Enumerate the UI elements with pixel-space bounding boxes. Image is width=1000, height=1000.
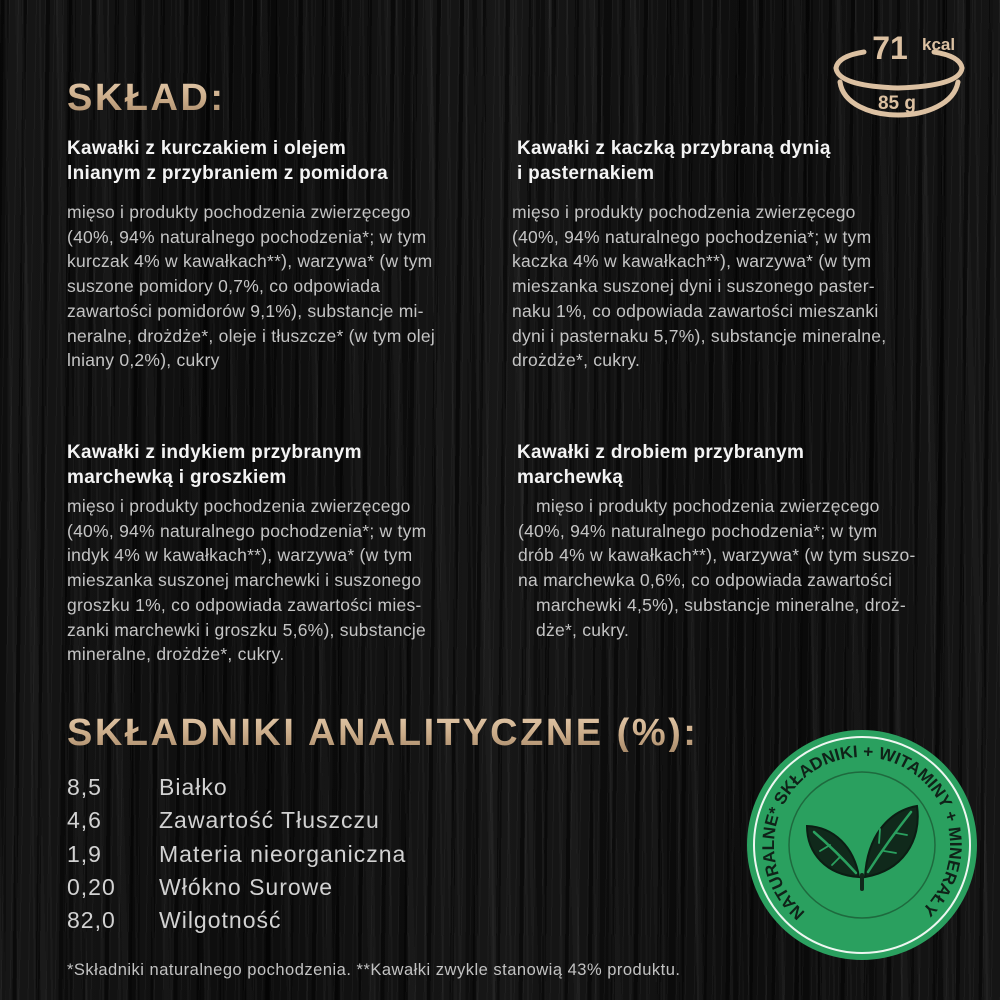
ingredient-line: (40%, 94% naturalnego pochodzenia*; w tym: [518, 520, 878, 541]
variant-title: [517, 136, 831, 186]
analysis-label: Białko: [159, 774, 228, 800]
analytical-heading: SKŁADNIKI ANALITYCZNE (%):: [67, 712, 699, 754]
analysis-label: Włókno Surowe: [159, 873, 334, 900]
variant-title-line: marchewką: [517, 467, 624, 488]
analysis-value: 82,0: [67, 907, 116, 934]
ingredient-line: dyni i pasternaku 5,7%), substancje mineralne,: [512, 325, 887, 346]
variant-title-line: Kawałki z kaczką przybraną dynią: [517, 138, 831, 159]
analysis-label: Zawartość Tłuszczu: [159, 807, 380, 834]
variant-title: [67, 136, 388, 186]
variant-title-line: Kawałki z kurczakiem i olejem: [67, 138, 347, 159]
variant-title: [67, 440, 362, 490]
variant-title-line: lnianym z przybraniem z pomidora: [67, 163, 389, 184]
ingredient-line: zawartości pomidorów 9,1%), substancje mi-: [67, 300, 424, 321]
ingredient-line: drób 4% w kawałkach**), warzywa* (w tym suszo-: [518, 545, 916, 566]
analysis-label: Materia nieorganiczna: [159, 840, 407, 867]
ingredient-line: mieszanka suszonej marchewki i suszonego: [67, 570, 422, 591]
variant-title-line: Kawałki z indykiem przybranym: [67, 442, 362, 463]
ingredient-line: (40%, 94% naturalnego pochodzenia*; w tym: [512, 226, 872, 247]
kcal-unit: kcal: [922, 35, 956, 54]
natural-ingredients-seal: [745, 728, 979, 962]
variant-ingredients: [67, 494, 427, 667]
analysis-row: [67, 804, 406, 837]
variant-title: [517, 440, 804, 490]
footnote: *Składniki naturalnego pochodzenia. **Kawałki zwykle stanowią 43% produktu.: [67, 961, 681, 979]
analysis-row: [67, 904, 406, 937]
ingredient-line: zanki marchewki i groszku 5,6%), substancje: [67, 619, 426, 640]
ingredient-line: dże*, cukry.: [536, 619, 630, 640]
ingredient-line: drożdże*, cukry.: [512, 350, 641, 371]
ingredient-line: kaczka 4% w kawałkach**), warzywa* (w tym: [512, 251, 872, 272]
ingredient-line: mięso i produkty pochodzenia zwierzęcego: [67, 202, 411, 222]
ingredient-line: mineralne, drożdże*, cukry.: [67, 644, 285, 665]
ingredient-line: indyk 4% w kawałkach**), warzywa* (w tym: [67, 545, 413, 566]
ingredient-line: (40%, 94% naturalnego pochodzenia*; w tym: [67, 226, 427, 247]
analytical-table: [67, 771, 406, 937]
analysis-value: 4,6: [67, 807, 102, 834]
ingredient-line: naku 1%, co odpowiada zawartości mieszanki: [512, 300, 879, 321]
analysis-value: 1,9: [67, 840, 102, 867]
ingredient-line: kurczak 4% w kawałkach**), warzywa* (w tym: [67, 251, 433, 272]
variant-title-line: Kawałki z drobiem przybranym: [517, 442, 805, 463]
composition-heading: SKŁAD:: [67, 77, 226, 119]
analysis-row: [67, 871, 406, 904]
analysis-label: Wilgotność: [159, 907, 282, 934]
variant-ingredients: [67, 200, 435, 373]
ingredient-line: suszone pomidory 0,7%, co odpowiada: [67, 276, 381, 297]
ingredient-line: groszku 1%, co odpowiada zawartości mies-: [67, 594, 422, 615]
portion-weight: 85 g: [877, 93, 917, 114]
ingredient-line: (40%, 94% naturalnego pochodzenia*; w tym: [67, 520, 427, 541]
analysis-value: 0,20: [67, 873, 116, 900]
seal-disc: [747, 730, 977, 960]
bowl-icon: [828, 26, 970, 130]
ingredient-line: marchewki 4,5%), substancje mineralne, droż-: [536, 594, 906, 615]
analysis-value: 8,5: [67, 774, 102, 800]
ingredient-line: na marchewka 0,6%, co odpowiada zawartości: [518, 570, 893, 591]
ingredient-line: neralne, drożdże*, oleje i tłuszcze* (w tym olej: [67, 325, 435, 346]
variant-ingredients: [518, 494, 916, 642]
ingredient-line: mięso i produkty pochodzenia zwierzęcego: [512, 202, 856, 222]
analysis-row: [67, 771, 406, 804]
ingredient-line: mięso i produkty pochodzenia zwierzęcego: [536, 496, 880, 516]
kcal-value: 71: [872, 30, 908, 66]
variant-ingredients: [512, 200, 886, 373]
ingredient-line: lniany 0,2%), cukry: [67, 350, 220, 371]
seal-ring-text-path: NATURALNE* SKŁADNIKI + WITAMINY + MINERAŁY: [758, 741, 966, 924]
ingredient-line: mięso i produkty pochodzenia zwierzęcego: [67, 496, 411, 516]
variant-title-line: i pasternakiem: [517, 163, 655, 184]
variant-title-line: marchewką i groszkiem: [67, 467, 287, 488]
analysis-row: [67, 838, 406, 871]
ingredient-line: mieszanka suszonej dyni i suszonego paster-: [512, 276, 875, 297]
